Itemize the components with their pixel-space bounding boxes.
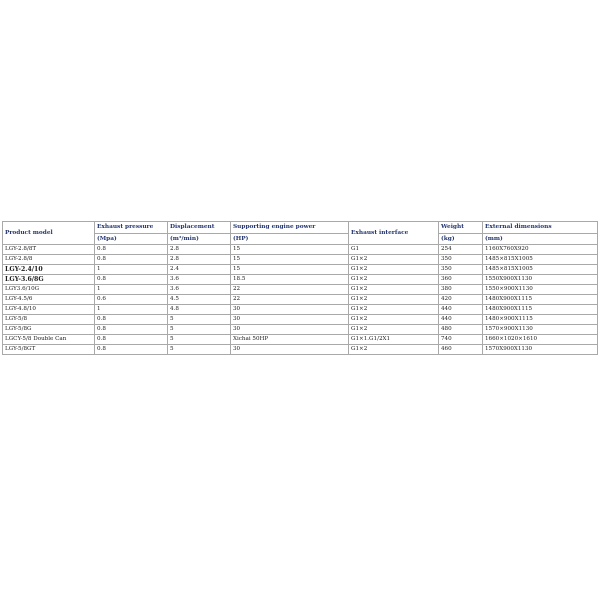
cell-exhaust-pressure: 0.8 xyxy=(95,275,168,285)
cell-weight: 360 xyxy=(439,275,483,285)
cell-exhaust-pressure: 0.8 xyxy=(95,255,168,265)
cell-product-model: LGCY-5/8 Double Can xyxy=(3,335,95,345)
cell-external-dimensions: 1485×815X1005 xyxy=(483,265,598,275)
cell-product-model: LGY-2.4/10 xyxy=(3,265,95,275)
cell-exhaust-interface: G1×2 xyxy=(349,275,439,285)
table-row xyxy=(3,295,598,305)
product-spec-table xyxy=(2,221,598,355)
cell-exhaust-pressure: 0.8 xyxy=(95,315,168,325)
cell-exhaust-interface: G1×2 xyxy=(349,325,439,335)
header-exhaust-interface: Exhaust interface xyxy=(349,222,439,245)
cell-product-model: LGY-4.8/10 xyxy=(3,305,95,315)
cell-weight: 440 xyxy=(439,305,483,315)
cell-engine-power: 15 xyxy=(231,245,349,255)
cell-product-model: LGY-4.5/6 xyxy=(3,295,95,305)
cell-exhaust-pressure: 0.8 xyxy=(95,345,168,355)
header-displacement: Displacement xyxy=(168,222,231,234)
cell-weight: 254 xyxy=(439,245,483,255)
cell-external-dimensions: 1485×815X1005 xyxy=(483,255,598,265)
cell-external-dimensions: 1550×900X1130 xyxy=(483,285,598,295)
cell-displacement: 5 xyxy=(168,325,231,335)
cell-exhaust-pressure: 0.6 xyxy=(95,295,168,305)
cell-displacement: 5 xyxy=(168,345,231,355)
table-header xyxy=(3,222,598,245)
cell-weight: 740 xyxy=(439,335,483,345)
cell-weight: 480 xyxy=(439,325,483,335)
cell-engine-power: 18.5 xyxy=(231,275,349,285)
cell-external-dimensions: 1480X900X1115 xyxy=(483,295,598,305)
table-row xyxy=(3,335,598,345)
cell-weight: 350 xyxy=(439,265,483,275)
cell-exhaust-interface: G1×2 xyxy=(349,305,439,315)
cell-external-dimensions: 1480X900X1115 xyxy=(483,305,598,315)
cell-product-model: LGY-2.8/8 xyxy=(3,255,95,265)
cell-engine-power: 30 xyxy=(231,305,349,315)
cell-external-dimensions: 1550X900X1130 xyxy=(483,275,598,285)
cell-displacement: 5 xyxy=(168,335,231,345)
table-body xyxy=(3,245,598,355)
cell-weight: 420 xyxy=(439,295,483,305)
cell-displacement: 2.4 xyxy=(168,265,231,275)
cell-engine-power: 15 xyxy=(231,265,349,275)
cell-engine-power: 30 xyxy=(231,315,349,325)
cell-displacement: 5 xyxy=(168,315,231,325)
cell-engine-power: 22 xyxy=(231,295,349,305)
cell-exhaust-pressure: 1 xyxy=(95,305,168,315)
cell-product-model: LGY-5/8GT xyxy=(3,345,95,355)
table-row xyxy=(3,285,598,295)
table-row xyxy=(3,345,598,355)
cell-weight: 460 xyxy=(439,345,483,355)
unit-pressure: (Mpa) xyxy=(95,234,168,245)
table-row xyxy=(3,305,598,315)
header-row xyxy=(3,222,598,234)
header-engine-power: Supporting engine power xyxy=(231,222,349,234)
header-exhaust-pressure: Exhaust pressure xyxy=(95,222,168,234)
cell-exhaust-interface: G1×2 xyxy=(349,345,439,355)
cell-displacement: 2.8 xyxy=(168,255,231,265)
cell-displacement: 3.6 xyxy=(168,275,231,285)
unit-displacement: (m³/min) xyxy=(168,234,231,245)
cell-engine-power: 15 xyxy=(231,255,349,265)
header-weight: Weight xyxy=(439,222,483,234)
cell-weight: 440 xyxy=(439,315,483,325)
cell-external-dimensions: 1570X900X1130 xyxy=(483,345,598,355)
cell-external-dimensions: 1660×1020×1610 xyxy=(483,335,598,345)
header-product-model: Product model xyxy=(3,222,95,245)
cell-exhaust-interface: G1 xyxy=(349,245,439,255)
cell-displacement: 4.5 xyxy=(168,295,231,305)
header-external-dimensions: External dimensions xyxy=(483,222,598,234)
cell-external-dimensions: 1160X760X920 xyxy=(483,245,598,255)
cell-displacement: 4.8 xyxy=(168,305,231,315)
unit-dimensions: (mm) xyxy=(483,234,598,245)
table-row xyxy=(3,255,598,265)
cell-exhaust-interface: G1×2 xyxy=(349,255,439,265)
cell-exhaust-interface: G1×2 xyxy=(349,265,439,275)
cell-external-dimensions: 1570×900X1130 xyxy=(483,325,598,335)
cell-engine-power: 30 xyxy=(231,325,349,335)
cell-exhaust-interface: G1×2 xyxy=(349,285,439,295)
cell-engine-power: 30 xyxy=(231,345,349,355)
table-row xyxy=(3,325,598,335)
cell-exhaust-pressure: 1 xyxy=(95,285,168,295)
cell-product-model: LGY-3.6/8G xyxy=(3,275,95,285)
cell-exhaust-interface: G1×2 xyxy=(349,295,439,305)
cell-displacement: 3.6 xyxy=(168,285,231,295)
table-row xyxy=(3,245,598,255)
cell-exhaust-interface: G1×2 xyxy=(349,315,439,325)
cell-product-model: LGY-5/8G xyxy=(3,325,95,335)
cell-exhaust-pressure: 0.8 xyxy=(95,245,168,255)
cell-weight: 350 xyxy=(439,255,483,265)
table-row xyxy=(3,275,598,285)
cell-exhaust-interface: G1×1.G1/2X1 xyxy=(349,335,439,345)
table-row xyxy=(3,315,598,325)
cell-weight: 380 xyxy=(439,285,483,295)
table-row xyxy=(3,265,598,275)
unit-weight: (kg) xyxy=(439,234,483,245)
unit-power: (HP) xyxy=(231,234,349,245)
cell-engine-power: Xichai 50HP xyxy=(231,335,349,345)
cell-external-dimensions: 1480×900X1115 xyxy=(483,315,598,325)
cell-exhaust-pressure: 0.8 xyxy=(95,325,168,335)
cell-displacement: 2.8 xyxy=(168,245,231,255)
cell-product-model: LGY-2.8/8T xyxy=(3,245,95,255)
cell-exhaust-pressure: 0.8 xyxy=(95,335,168,345)
cell-product-model: LGY-5/8 xyxy=(3,315,95,325)
cell-product-model: LGY3.6/10G xyxy=(3,285,95,295)
cell-exhaust-pressure: 1 xyxy=(95,265,168,275)
cell-engine-power: 22 xyxy=(231,285,349,295)
